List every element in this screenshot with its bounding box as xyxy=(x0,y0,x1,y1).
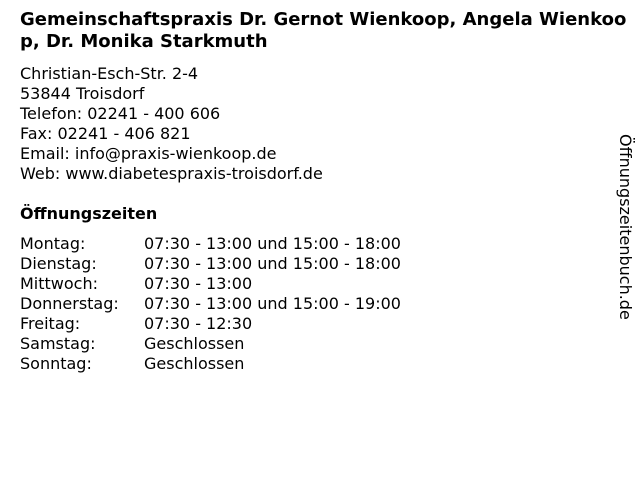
hours-value: 07:30 - 13:00 und 15:00 - 18:00 xyxy=(144,234,401,253)
hours-value: Geschlossen xyxy=(144,334,245,353)
address-street: Christian-Esch-Str. 2-4 xyxy=(20,64,199,83)
email-address: Email: info@praxis-wienkoop.de xyxy=(20,144,277,163)
address-city: 53844 Troisdorf xyxy=(20,84,145,103)
hours-row-monday xyxy=(20,234,401,254)
hours-row-friday xyxy=(20,314,401,334)
practice-title: Gemeinschaftspraxis Dr. Gernot Wienkoop, Angela Wienkoop, Dr. Monika Starkmuth xyxy=(20,9,627,52)
opening-hours-table xyxy=(20,234,401,374)
hours-row-sunday xyxy=(20,354,401,374)
site-watermark-label: Öffnungszeitenbuch.de xyxy=(616,134,635,320)
hours-row-saturday xyxy=(20,334,401,354)
phone-number: Telefon: 02241 - 400 606 xyxy=(20,104,221,123)
hours-value: Geschlossen xyxy=(144,354,245,373)
day-label: Samstag: xyxy=(20,334,96,353)
day-label: Sonntag: xyxy=(20,354,92,373)
hours-row-wednesday xyxy=(20,274,401,294)
fax-number: Fax: 02241 - 406 821 xyxy=(20,124,191,143)
hours-row-tuesday xyxy=(20,254,401,274)
opening-hours-heading: Öffnungszeiten xyxy=(20,204,158,223)
contact-block xyxy=(20,64,323,184)
day-label: Mittwoch: xyxy=(20,274,98,293)
hours-value: 07:30 - 13:00 xyxy=(144,274,253,293)
website-address: Web: www.diabetespraxis-troisdorf.de xyxy=(20,164,323,183)
day-label: Freitag: xyxy=(20,314,81,333)
hours-value: 07:30 - 13:00 und 15:00 - 18:00 xyxy=(144,254,401,273)
hours-value: 07:30 - 12:30 xyxy=(144,314,253,333)
hours-value: 07:30 - 13:00 und 15:00 - 19:00 xyxy=(144,294,401,313)
day-label: Donnerstag: xyxy=(20,294,119,313)
hours-row-thursday xyxy=(20,294,401,314)
day-label: Montag: xyxy=(20,234,86,253)
day-label: Dienstag: xyxy=(20,254,97,273)
